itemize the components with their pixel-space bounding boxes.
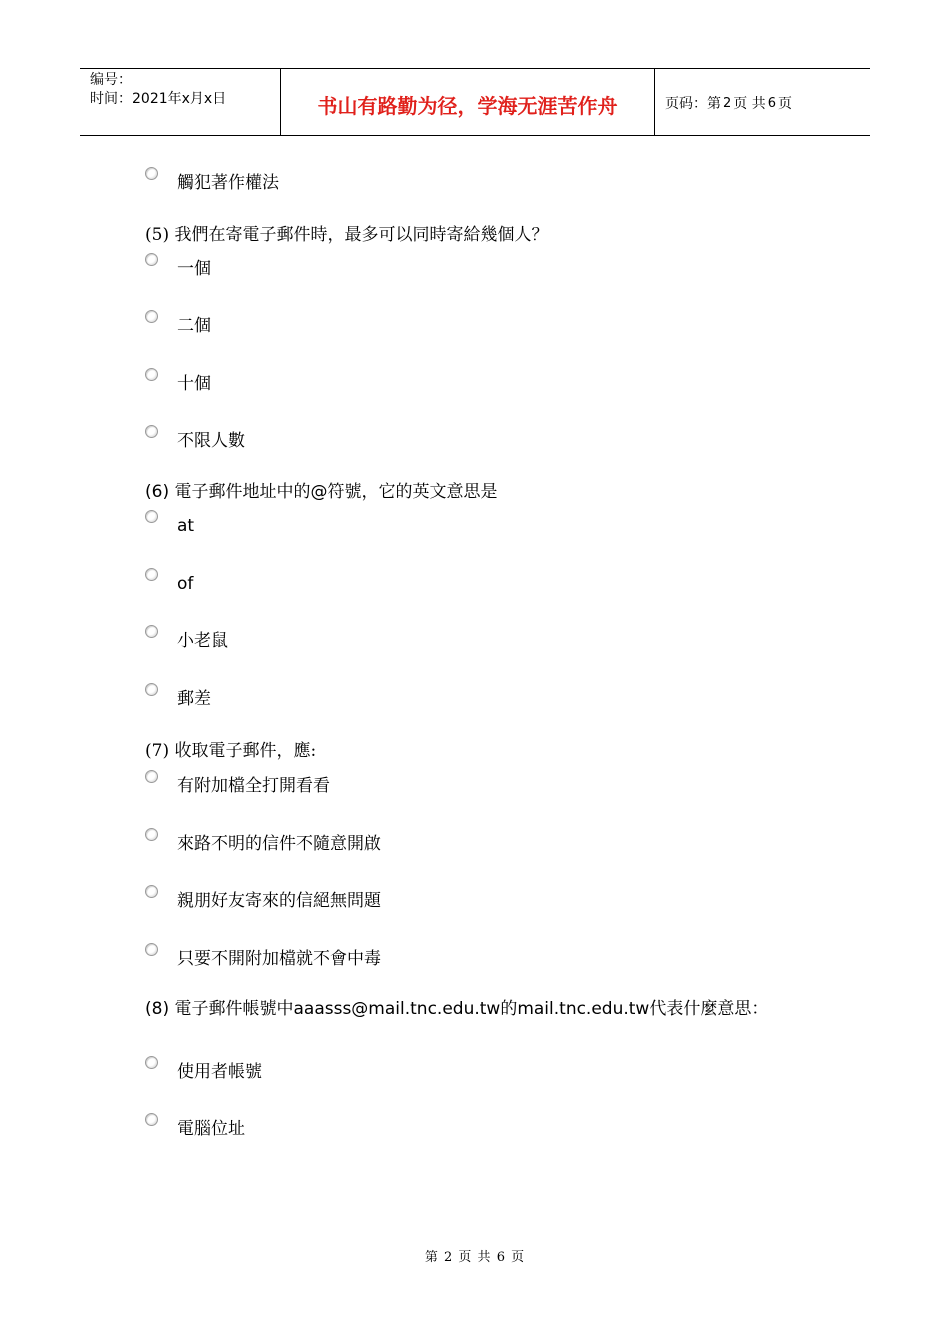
header-number-label: 编号： — [90, 72, 132, 88]
option-label: 來路不明的信件不隨意開啟 — [177, 834, 381, 854]
option-label: 親朋好友寄來的信絕無問題 — [177, 891, 381, 911]
option-label: 電腦位址 — [177, 1119, 245, 1139]
question-6-text: (6) 電子郵件地址中的@符號，它的英文意思是 — [145, 482, 498, 502]
radio-icon[interactable] — [145, 625, 158, 638]
option-label: 只要不開附加檔就不會中毒 — [177, 949, 381, 969]
option-label: 二個 — [177, 316, 211, 336]
header-motto: 书山有路勤为径，学海无涯苦作舟 — [281, 69, 655, 135]
option-q5-1[interactable] — [145, 252, 211, 282]
radio-icon[interactable] — [145, 1113, 158, 1126]
page-footer: 第 2 页 共 6 页 — [424, 1250, 526, 1265]
option-q6-2[interactable] — [145, 567, 193, 597]
page-header — [80, 68, 870, 136]
option-q6-3[interactable] — [145, 624, 228, 654]
option-q5-3[interactable] — [145, 367, 211, 397]
question-8-text: (8) 電子郵件帳號中aaasss@mail.tnc.edu.tw的mail.tnc.edu.tw代表什麼意思： — [145, 999, 769, 1019]
radio-icon[interactable] — [145, 770, 158, 783]
option-label: 使用者帳號 — [177, 1062, 262, 1082]
header-page-indicator — [655, 69, 870, 135]
option-label: 有附加檔全打開看看 — [177, 776, 330, 796]
option-label: 小老鼠 — [177, 631, 228, 651]
header-meta — [80, 69, 281, 135]
radio-icon[interactable] — [145, 510, 158, 523]
option-q5-2[interactable] — [145, 309, 211, 339]
option-q8-2[interactable] — [145, 1112, 245, 1142]
radio-icon[interactable] — [145, 425, 158, 438]
header-page-mid: 页 共 — [733, 96, 766, 112]
option-q6-4[interactable] — [145, 682, 211, 712]
header-page-prefix: 页码：第 — [665, 96, 721, 112]
question-5-text: (5) 我們在寄電子郵件時，最多可以同時寄給幾個人？ — [145, 225, 549, 245]
option-label: of — [177, 574, 194, 594]
radio-icon[interactable] — [145, 683, 158, 696]
option-q6-1[interactable] — [145, 509, 194, 539]
option-label: 一個 — [177, 259, 211, 279]
option-label: 十個 — [177, 374, 211, 394]
option-label: 不限人數 — [177, 431, 245, 451]
radio-icon[interactable] — [145, 368, 158, 381]
radio-icon[interactable] — [145, 568, 158, 581]
option-q4-4[interactable] — [145, 166, 279, 196]
header-page-total: 6 — [767, 95, 777, 111]
option-q7-1[interactable] — [145, 769, 330, 799]
option-label: 郵差 — [177, 689, 211, 709]
radio-icon[interactable] — [145, 943, 158, 956]
radio-icon[interactable] — [145, 828, 158, 841]
radio-icon[interactable] — [145, 885, 158, 898]
radio-icon[interactable] — [145, 253, 158, 266]
question-7-text: (7) 收取電子郵件，應: — [145, 741, 317, 761]
radio-icon[interactable] — [145, 1056, 158, 1069]
option-q7-2[interactable] — [145, 827, 381, 857]
option-q5-4[interactable] — [145, 424, 245, 454]
option-label: 觸犯著作權法 — [177, 173, 279, 193]
header-page-suffix: 页 — [778, 96, 793, 112]
radio-icon[interactable] — [145, 167, 158, 180]
option-label: at — [177, 516, 195, 536]
header-date-label: 时间：2021年x月x日 — [90, 91, 227, 107]
radio-icon[interactable] — [145, 310, 158, 323]
header-page-current: 2 — [723, 95, 732, 111]
option-q8-1[interactable] — [145, 1055, 262, 1085]
option-q7-4[interactable] — [145, 942, 381, 972]
option-q7-3[interactable] — [145, 884, 381, 914]
